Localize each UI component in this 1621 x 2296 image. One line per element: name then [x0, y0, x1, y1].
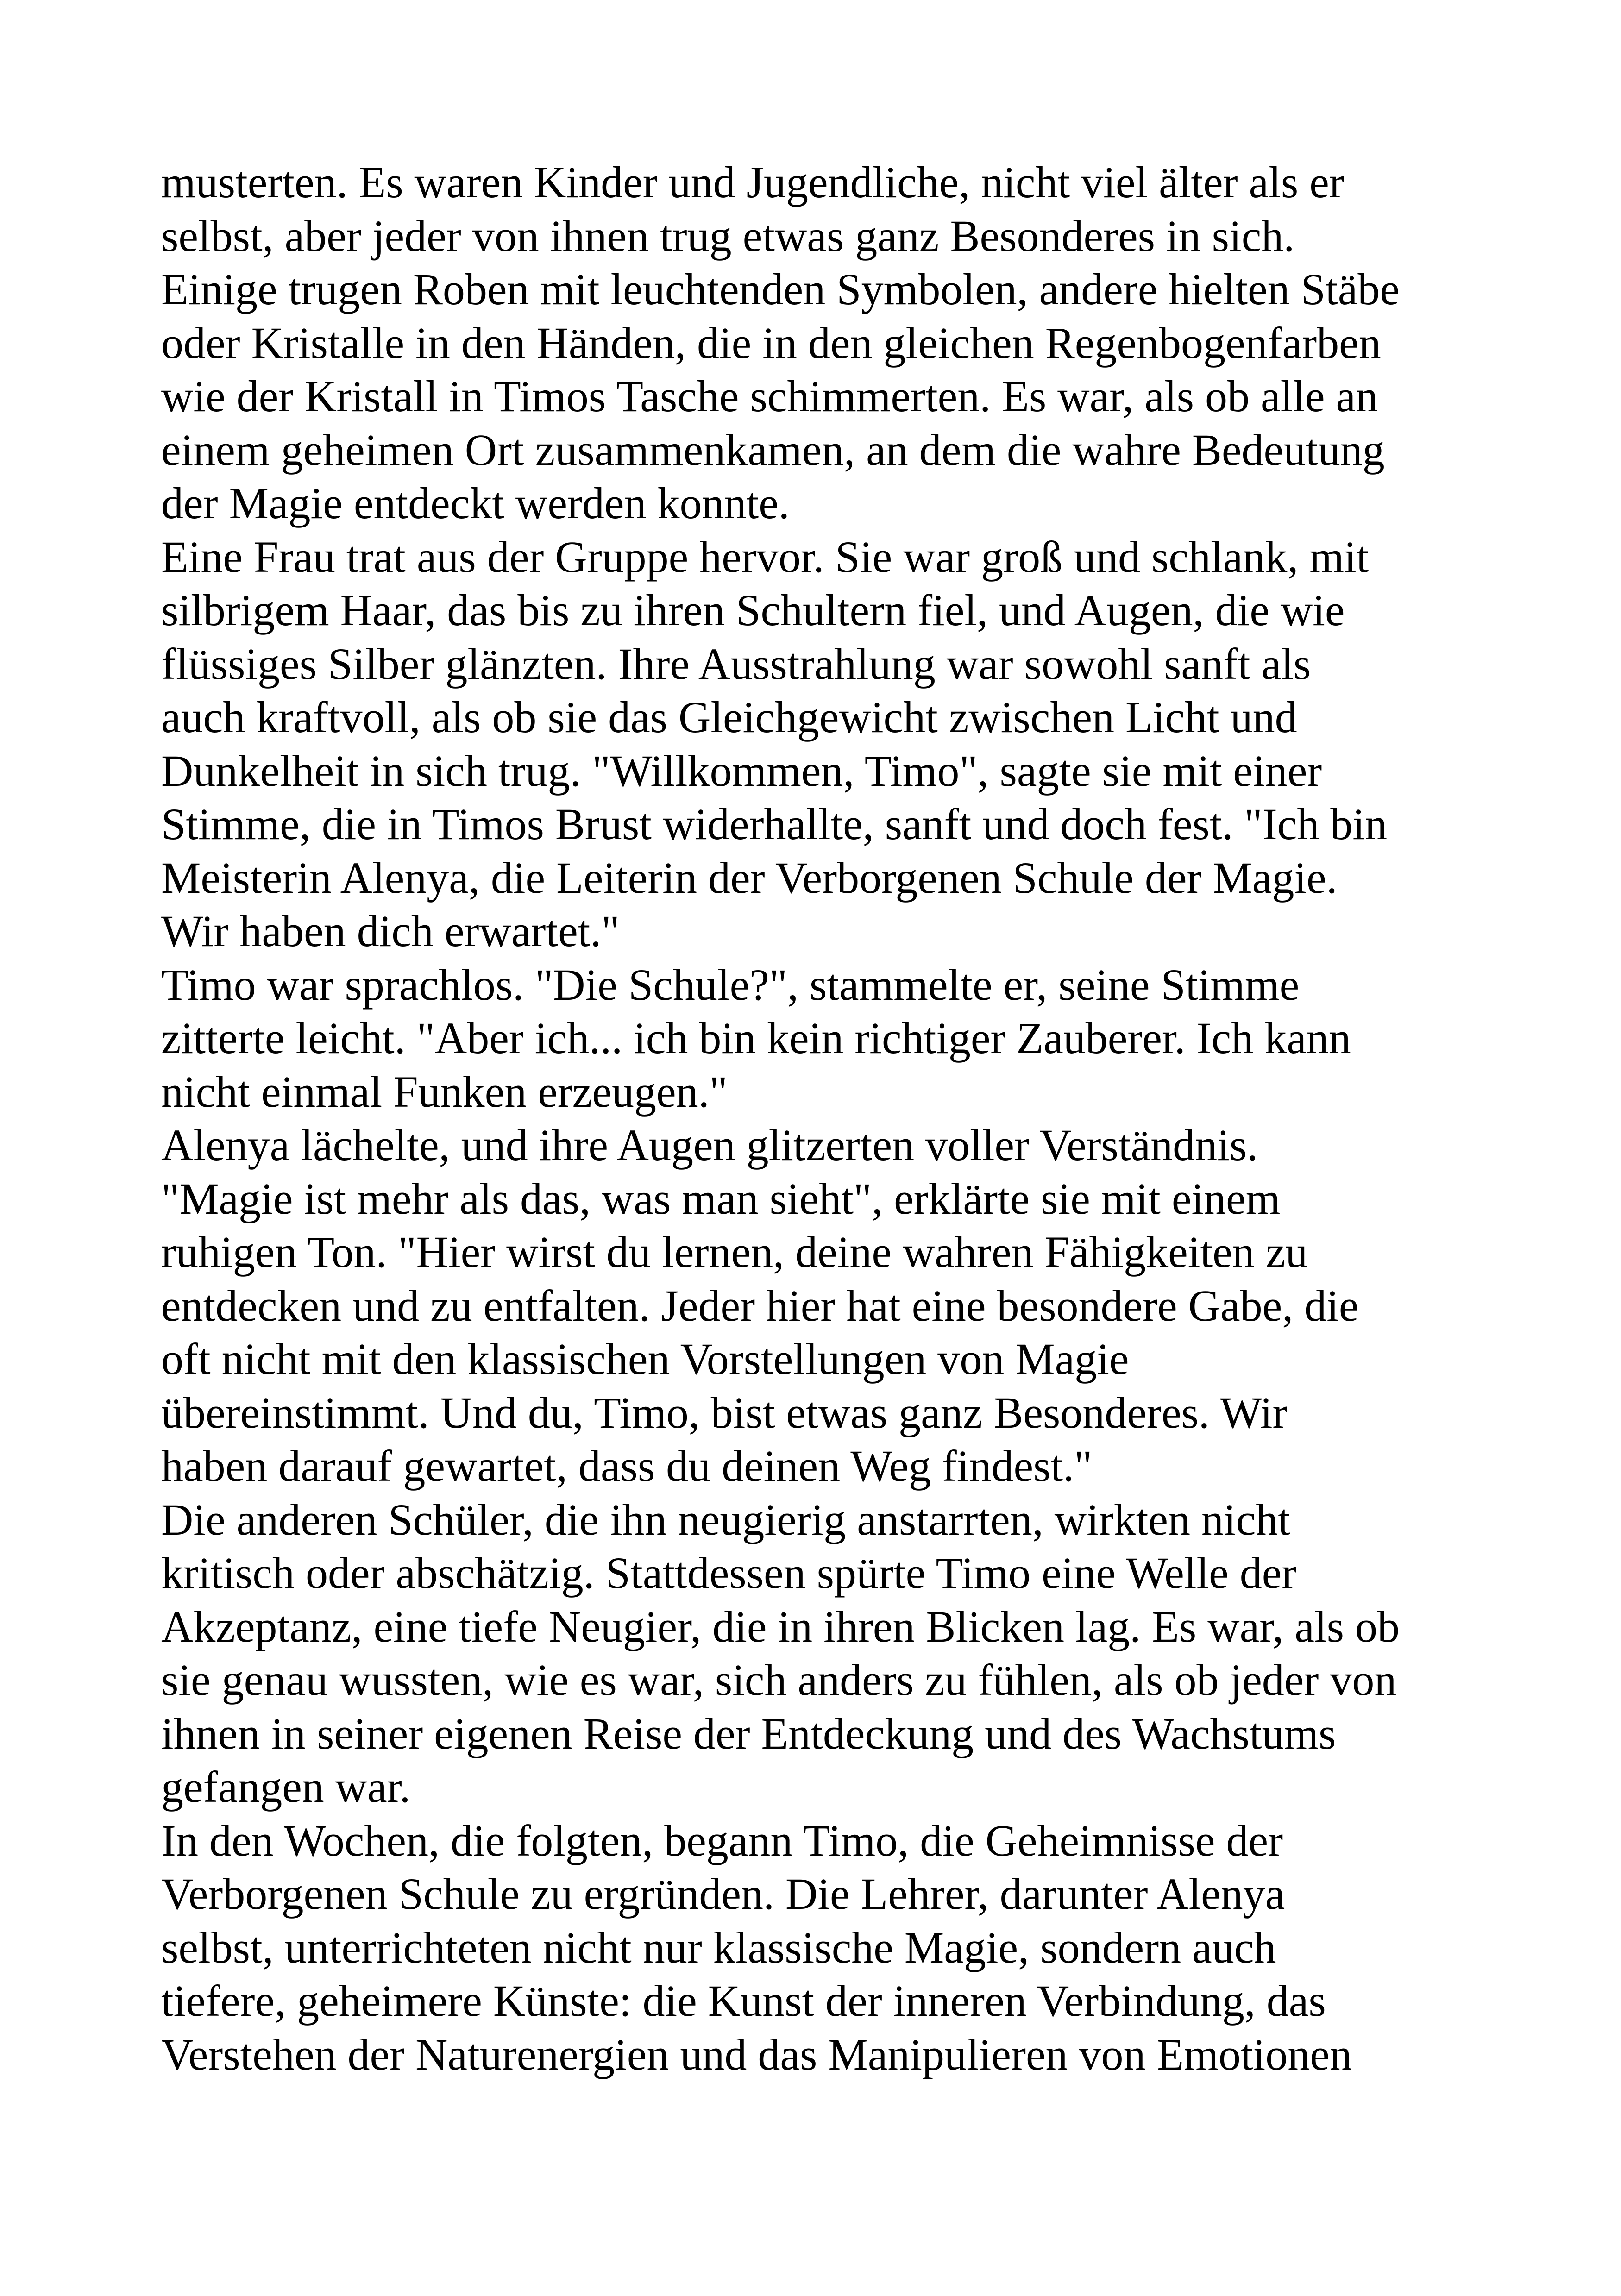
text-line: haben darauf gewartet, dass du deinen Weg findest.": [161, 1441, 1093, 1491]
text-line: musterten. Es waren Kinder und Jugendliche, nicht viel älter als er: [161, 157, 1344, 207]
text-line: selbst, aber jeder von ihnen trug etwas ganz Besonderes in sich.: [161, 211, 1295, 261]
text-line: nicht einmal Funken erzeugen.": [161, 1066, 728, 1117]
body-text: [161, 156, 1495, 2081]
text-line: einem geheimen Ort zusammenkamen, an dem die wahre Bedeutung: [161, 425, 1385, 475]
text-line: Die anderen Schüler, die ihn neugierig anstarrten, wirkten nicht: [161, 1494, 1290, 1544]
text-line: übereinstimmt. Und du, Timo, bist etwas ganz Besonderes. Wir: [161, 1387, 1288, 1437]
text-line: oft nicht mit den klassischen Vorstellungen von Magie: [161, 1334, 1129, 1384]
text-line: oder Kristalle in den Händen, die in den gleichen Regenbogenfarben: [161, 318, 1381, 368]
text-line: tiefere, geheimere Künste: die Kunst der inneren Verbindung, das: [161, 1976, 1326, 2026]
text-line: ihnen in seiner eigenen Reise der Entdeckung und des Wachstums: [161, 1708, 1336, 1758]
text-line: Akzeptanz, eine tiefe Neugier, die in ihren Blicken lag. Es war, als ob: [161, 1601, 1400, 1651]
text-line: entdecken und zu entfalten. Jeder hier hat eine besondere Gabe, die: [161, 1280, 1359, 1330]
text-line: flüssiges Silber glänzten. Ihre Ausstrahlung war sowohl sanft als: [161, 639, 1311, 689]
text-line: selbst, unterrichteten nicht nur klassische Magie, sondern auch: [161, 1922, 1276, 1972]
text-line: Eine Frau trat aus der Gruppe hervor. Sie war groß und schlank, mit: [161, 532, 1369, 582]
text-line: zitterte leicht. "Aber ich... ich bin kein richtiger Zauberer. Ich kann: [161, 1013, 1351, 1063]
text-line: Verborgenen Schule zu ergründen. Die Lehrer, darunter Alenya: [161, 1869, 1285, 1919]
text-line: kritisch oder abschätzig. Stattdessen spürte Timo eine Welle der: [161, 1548, 1297, 1598]
text-line: Wir haben dich erwartet.": [161, 906, 620, 956]
text-line: ruhigen Ton. "Hier wirst du lernen, deine wahren Fähigkeiten zu: [161, 1227, 1308, 1277]
text-line: Meisterin Alenya, die Leiterin der Verborgenen Schule der Magie.: [161, 853, 1338, 903]
text-line: Einige trugen Roben mit leuchtenden Symbolen, andere hielten Stäbe: [161, 264, 1400, 314]
text-line: auch kraftvoll, als ob sie das Gleichgewicht zwischen Licht und: [161, 692, 1297, 742]
text-line: wie der Kristall in Timos Tasche schimmerten. Es war, als ob alle an: [161, 371, 1378, 421]
text-line: sie genau wussten, wie es war, sich anders zu fühlen, als ob jeder von: [161, 1655, 1397, 1705]
text-line: silbrigem Haar, das bis zu ihren Schultern fiel, und Augen, die wie: [161, 585, 1345, 635]
text-line: gefangen war.: [161, 1762, 411, 1812]
text-line: Dunkelheit in sich trug. "Willkommen, Timo", sagte sie mit einer: [161, 746, 1322, 796]
text-line: Stimme, die in Timos Brust widerhallte, sanft und doch fest. "Ich bin: [161, 799, 1387, 849]
text-line: Alenya lächelte, und ihre Augen glitzerten voller Verständnis.: [161, 1120, 1258, 1170]
text-line: Timo war sprachlos. "Die Schule?", stammelte er, seine Stimme: [161, 960, 1300, 1010]
text-line: der Magie entdeckt werden konnte.: [161, 478, 790, 528]
text-line: Verstehen der Naturenergien und das Manipulieren von Emotionen: [161, 2029, 1352, 2079]
text-line: "Magie ist mehr als das, was man sieht", erklärte sie mit einem: [161, 1173, 1281, 1223]
text-line: In den Wochen, die folgten, begann Timo, die Geheimnisse der: [161, 1815, 1283, 1865]
